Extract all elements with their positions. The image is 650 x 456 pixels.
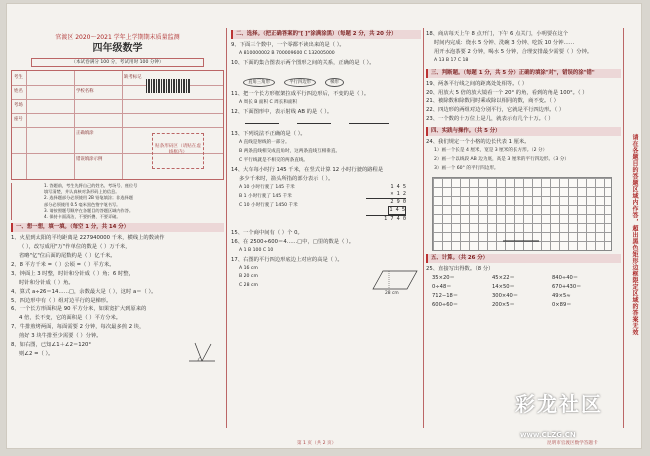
barcode-area-label: 贴条形码区（请贴在虚线框内） (155, 144, 201, 155)
option-line[interactable]: A 1 B 100 C 10 (239, 247, 274, 253)
watermark-url: www.CLZG.CN (520, 431, 576, 439)
barcode-area (152, 133, 204, 169)
section-heading-fill: 一、想一想，填一填。（每空 1 分，共 14 分） (11, 223, 224, 232)
calc-row: 1 4 5 (389, 206, 405, 213)
column-left (11, 4, 224, 449)
form-label: 正确填涂 (76, 131, 94, 136)
question-line: 15、一个商中间有（ ）个 0。 (231, 229, 303, 236)
question-line: 17、右图的平行四边形底边上对应的高是（ ）。 (231, 256, 343, 263)
note-line: 填写清楚，并认真核对条形码上的信息。 (44, 189, 120, 195)
instructions (11, 183, 224, 220)
question-line: 2）画一个以线段 AB 边为底，高是 3 厘米的平行四边形。（3 分） (434, 156, 569, 162)
question-line: 时间内完成：烧水 5 分钟、洗碗 3 分钟、吃饭 10 分钟…… (434, 39, 575, 46)
set-oval: 直角三角形 (243, 78, 275, 87)
option-line[interactable]: A 16 cm (239, 265, 258, 271)
calc-item: 600÷60＝ (432, 301, 459, 308)
calc-item: 45×22＝ (492, 274, 515, 281)
question-line: 时针和分针成（ ）角。 (19, 279, 74, 286)
calc-item: 0×89＝ (552, 301, 572, 308)
question-line: 4、算式 a÷26＝14……□，余数最大是（ ），这时 a＝（ ）。 (11, 288, 157, 295)
question-line: 1）画一个长是 4 厘米，宽是 3 厘米的长方形。（2 分） (434, 148, 548, 154)
column-divider (623, 28, 624, 428)
question-line: （ ），改写成用"万"作单位的数是（ ）万千米， (19, 244, 131, 251)
question-line: 8、如右图，已知∠1＋∠2＝120° (11, 342, 92, 349)
question-line: 16、在 2500÷600＝4……□中，□里的数是（ ）。 (231, 238, 355, 245)
note-line: 部分必须使用 0.5 毫米黑色签字笔书写。 (44, 201, 121, 207)
note-line: 4. 保持卡面清洁，不要折叠、不要弄破。 (44, 214, 121, 220)
para-label: 28 cm (385, 290, 399, 295)
exam-sheet (6, 3, 642, 449)
option-line[interactable]: A 10 小时行驶了 145 千米 (239, 184, 295, 190)
footer-right: 昆明市官渡区数学答题卡 (547, 441, 598, 446)
barcode-icon (146, 79, 190, 93)
calc-item: 14×50＝ (492, 283, 515, 290)
question-line: 省略"亿"位后面的尾数约是（ ）亿千米。 (19, 253, 116, 260)
calc-row: 1 4 5 (390, 183, 406, 190)
question-line: 21、被除数和除数同时乘或除以相同的数，商不变。（ ） (426, 98, 559, 105)
question-line: 煎好 3 块牛排至少需要（ ）分钟。 (19, 333, 102, 340)
side-instruction: 请在各题目的答题区域内作答，超出黑色矩形边框限定区域的答案无效 (631, 134, 638, 336)
section-heading-practice: 四、实践与操作。（共 5 分） (426, 127, 621, 136)
form-label: 错误填涂示例 (76, 157, 103, 162)
question-line: 22、四边形的两组对边分别平行，它就是平行四边形。（ ） (426, 107, 565, 114)
form-label: 缺考标记 (124, 75, 142, 80)
student-info-form (11, 70, 224, 180)
question-line: 18、商店每天上午 8 点开门，下午 6 点关门，小明要在这个 (426, 31, 569, 37)
vertical-calc (366, 184, 406, 223)
calc-row: 2 9 0 (390, 198, 406, 205)
watermark-logo: 彩龙社区 (515, 392, 603, 416)
option-line[interactable]: C 10 小时行驶了 1450 千米 (239, 202, 298, 208)
question-line: 12、下面图形中，表示射线 AB 的是（ ）。 (231, 108, 333, 115)
note-line: 2. 选择题部分必须使用 2B 铅笔填涂；非选择题 (44, 195, 133, 201)
segment-ab (433, 178, 613, 252)
section-heading-choice: 二、选择。（把正确答案的"[ ]"涂满涂黑）（每题 2 分，共 20 分） (231, 30, 421, 39)
calc-item: 49×5≈ (552, 292, 571, 299)
note-line: 1. 答题前，考生先将自己的姓名、考场号、座位号 (44, 183, 138, 188)
question-line: 24、我们规定一个小格的边长代表 1 厘米。 (426, 139, 530, 146)
form-label: 座号 (14, 117, 23, 122)
option-line[interactable]: B 20 cm (239, 274, 258, 280)
question-line: 多少千米时，箭头所指的部分表示（ ）。 (239, 175, 334, 182)
option-line[interactable]: B 两条直线相交成直角时，这两条直线互相垂直。 (239, 149, 341, 155)
ray-options (231, 116, 421, 130)
question-line: 5、四边形中有（ ）组对边平行的是梯形。 (11, 297, 112, 304)
form-label: 考生 (14, 75, 23, 80)
page-number: 第 1 页（共 2 页） (297, 441, 337, 446)
column-divider (226, 28, 227, 428)
question-line: 3）画一个 60° 的平行四边形。 (434, 165, 499, 171)
question-line: 6、一个长方形面积是 90 平方分米，如果宽扩大到原来的 (11, 306, 147, 313)
subject-title: 四年级数学 (92, 43, 143, 54)
exam-title: 官渡区 2020～2021 学年上学期期末质量监测 (55, 34, 180, 41)
option-line[interactable]: A 13 B 17 C 18 (434, 57, 469, 63)
form-label: 考场 (14, 103, 23, 108)
calc-item: 0÷48＝ (432, 283, 452, 290)
option-line[interactable]: B 1 小时行驶了 145 千米 (239, 193, 292, 199)
question-line: 用开水泡茶要 2 分钟，喝水 5 分钟，合理安排最少需要（ ）分钟。 (434, 48, 593, 55)
question-line: 3、钟面上 3 时整，时针和分针成（ ）角；6 时整， (11, 270, 134, 277)
option-line[interactable]: A 810000002 B 700009600 C 132005000 (239, 50, 335, 56)
option-line[interactable]: A 周长 B 面积 C 周长和面积 (239, 99, 298, 105)
question-line: 10、下面的集合图表示两个图形之间的关系，正确的是（ ）。 (231, 59, 375, 66)
calc-item: 670+430＝ (552, 283, 582, 290)
set-diagram (231, 68, 421, 90)
calc-item: 200×5＝ (492, 301, 515, 308)
exam-info: （本试卷满分 100 分，考试用时 100 分钟） (31, 58, 204, 67)
question-line: 23、一个数的十万位上是几，就表示有几个十万。（ ） (426, 116, 554, 123)
question-line: 20、用放大 5 倍的放大镜看一个 20° 的角，看到的角是 100°。（ ） (426, 89, 588, 96)
drawing-grid[interactable] (432, 177, 612, 251)
calc-item: 712−18＝ (432, 292, 459, 299)
question-line: 14、大车每小时行 145 千米，在竖式计算 12 小时行驶的路程是 (231, 167, 384, 174)
calc-item: 300×40＝ (492, 292, 519, 299)
question-line: 9、下面三个数中，一个零都不读出来的是（ ）。 (231, 42, 345, 48)
calc-row: 1 7 4 0 (366, 215, 406, 223)
question-line: 则∠2 =（ ）。 (19, 351, 54, 357)
question-line: 13、下列说法不正确的是（ ）。 (231, 131, 306, 138)
question-line: 2、8 平方千米 =（ ）公顷 =（ ）平方米。 (11, 261, 115, 268)
option-line[interactable]: A 直线是射线的一部分。 (239, 140, 290, 146)
section-heading-judge: 三、判断题。（每题 1 分，共 5 分）正确的填涂"对"，错误的涂"错" (426, 69, 621, 78)
set-oval: 梯形 (325, 78, 344, 87)
option-line[interactable]: C 平行线就是不相交的两条直线。 (239, 158, 308, 164)
question-line: 25、直接写出得数。（8 分） (426, 265, 494, 272)
column-right (426, 4, 621, 449)
angle-diagram (187, 341, 217, 363)
vertical-calc-block (231, 184, 421, 229)
set-oval: 平行四边形 (284, 78, 316, 87)
question-line: 11、把一个长方形框架拉成平行四边形后，不变的是（ ）。 (231, 90, 370, 97)
section-heading-calc: 五、计算。（共 26 分） (426, 254, 621, 263)
parallelogram-diagram (371, 267, 419, 295)
form-label: 学校名称 (76, 89, 94, 94)
question-line: 4 倍，长不变，它的面积是（ ）平方分米。 (19, 315, 122, 322)
calc-row: × 1 2 (366, 191, 406, 199)
option-line[interactable]: C 28 cm (239, 283, 258, 289)
column-middle (231, 4, 421, 449)
calc-grid (426, 274, 621, 310)
question-line: 19、两条平行线之间的距离处处相等。（ ） (426, 80, 528, 87)
question-line: 7、牛排煎烤两面，每面需要 2 分钟，每次最多煎 2 块， (11, 324, 145, 331)
form-label: 姓名 (14, 89, 23, 94)
column-divider (423, 28, 424, 428)
calc-item: 840÷40＝ (552, 274, 579, 281)
question-line: 1、火星到太阳的平均距离是 227940000 千米，横线上的数读作 (11, 235, 165, 242)
calc-item: 35×20＝ (432, 274, 455, 281)
note-line: 3. 请按照题号顺序在各题目的答题区域内作答。 (44, 207, 134, 213)
